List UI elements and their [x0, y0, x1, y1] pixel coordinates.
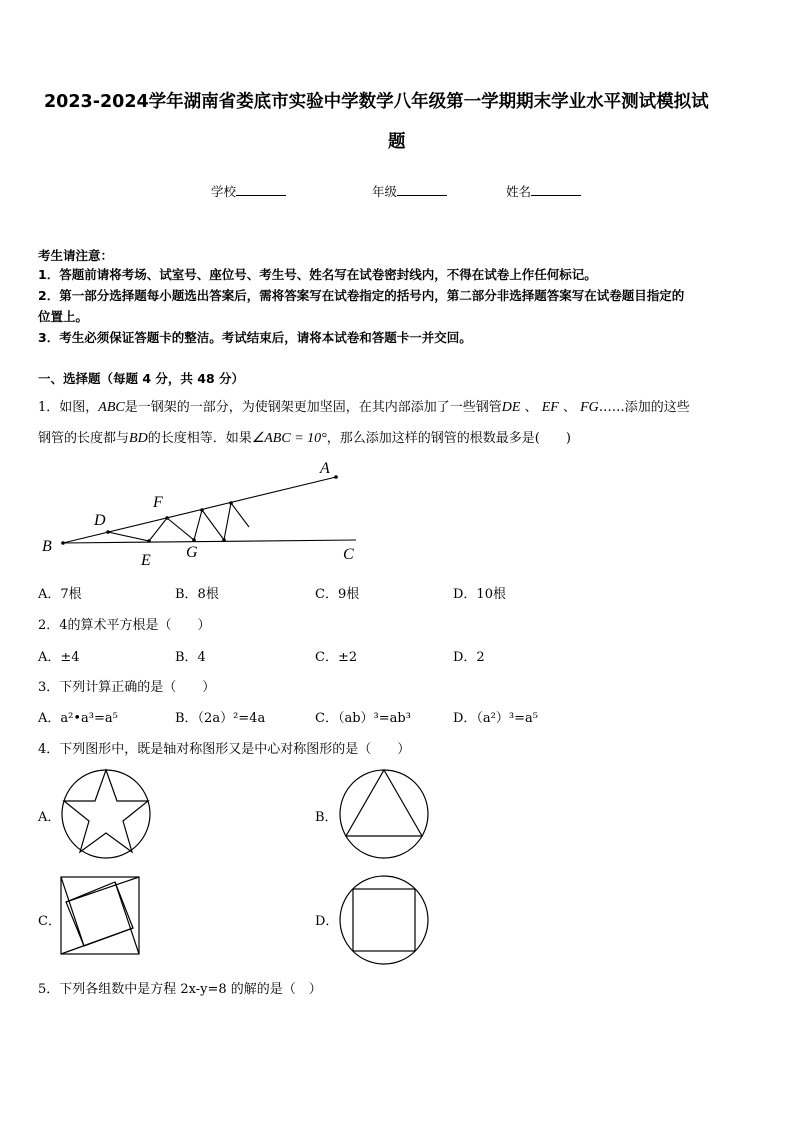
label-g: G	[186, 544, 198, 561]
q1-option-d[interactable]: D．10根	[453, 587, 506, 602]
q1-de: DE	[501, 400, 521, 415]
label-b: B	[42, 538, 52, 555]
q2-option-d[interactable]: D．2	[453, 650, 485, 665]
q1-text: 是一钢架的一部分，为使钢架更加坚固，在其内部添加了一些钢管	[124, 400, 502, 415]
q1-text: ，那么添加这样的钢管的根数最多是( )	[326, 431, 571, 446]
point-a	[334, 475, 338, 479]
q1-abc: ABC	[98, 400, 125, 415]
notice-item: 3．考生必须保证答题卡的整洁。考试结束后，请将本试卷和答题卡一并交回。	[38, 330, 472, 345]
grade-blank[interactable]	[397, 183, 447, 196]
question-4: 4．下列图形中，既是轴对称图形又是中心对称图形的是（ ）	[38, 742, 411, 757]
q2-option-a[interactable]: A．±4	[38, 650, 80, 665]
square-pinwheel-figure[interactable]	[60, 876, 142, 956]
q1-text: 的长度相等．如果	[147, 431, 252, 446]
name-blank[interactable]	[531, 183, 581, 196]
notice-heading: 考生请注意：	[38, 248, 114, 263]
page-title: 2023-2024学年湖南省娄底市实验中学数学八年级第一学期期末学业水平测试模拟试	[44, 92, 709, 112]
point	[222, 538, 226, 542]
label-d: D	[94, 512, 106, 529]
school-field[interactable]	[211, 182, 286, 200]
q4-option-c-label[interactable]: C．	[38, 914, 61, 929]
q1-text: 1．如图，	[38, 400, 99, 415]
school-blank[interactable]	[236, 183, 286, 196]
section-heading: 一、选择题（每题 4 分，共 48 分）	[38, 371, 245, 386]
q3-option-d[interactable]: D．（a²）³=a⁵	[453, 711, 538, 726]
point-b	[61, 541, 65, 545]
label-a: A	[320, 460, 330, 477]
notice-item: 1．答题前请将考场、试室号、座位号、考生号、姓名写在试卷密封线内，不得在试卷上作任何标记。	[38, 267, 597, 282]
q1-figure	[30, 455, 370, 570]
grade-field[interactable]	[372, 182, 447, 200]
q3-option-b[interactable]: B．（2a）²=4a	[175, 711, 266, 726]
q1-sep: 、	[562, 400, 576, 415]
notice-item: 2．第一部分选择题每小题选出答案后，需将答案写在试卷指定的括号内，第二部分非选择题答案写在试卷题目指定的	[38, 288, 685, 303]
name-field[interactable]	[506, 182, 581, 200]
question-3: 3．下列计算正确的是（ ）	[38, 680, 216, 695]
q2-option-c[interactable]: C．±2	[315, 650, 358, 665]
circle-triangle-figure[interactable]	[336, 766, 432, 862]
question-5: 5．下列各组数中是方程 2x-y=8 的解的是（ ）	[38, 982, 322, 997]
ray-ba	[63, 477, 336, 543]
q4-option-d-label[interactable]: D．	[315, 914, 339, 929]
point	[200, 508, 204, 512]
q1-option-a[interactable]: A．7根	[38, 587, 82, 602]
q3-option-c[interactable]: C．（ab）³=ab³	[315, 711, 411, 726]
label-f: F	[153, 494, 163, 511]
page-title-continued: 题	[388, 132, 406, 152]
q2-option-b[interactable]: B．4	[175, 650, 206, 665]
circle-square-figure[interactable]	[336, 872, 432, 968]
q1-text: 钢管的长度都与	[38, 431, 130, 446]
point-g	[192, 538, 196, 542]
q1-fg: FG	[580, 400, 599, 415]
grade-label: 年级	[372, 184, 398, 199]
point-d	[106, 530, 110, 534]
point-f	[165, 516, 169, 520]
q1-option-b[interactable]: B．8根	[175, 587, 219, 602]
q3-option-a[interactable]: A．a²•a³=a⁵	[38, 711, 118, 726]
point-e	[147, 539, 151, 543]
question-1-line-2	[38, 427, 571, 447]
question-1-line-1	[38, 396, 690, 416]
q1-sep: 、	[524, 400, 538, 415]
question-2: 2．4的算术平方根是（ ）	[38, 618, 211, 633]
label-e: E	[141, 552, 151, 569]
circle-star-figure[interactable]	[58, 766, 154, 862]
notice-item: 位置上。	[38, 309, 89, 324]
point	[229, 501, 233, 505]
ray-bc	[63, 540, 356, 543]
q1-option-c[interactable]: C．9根	[315, 587, 360, 602]
school-label: 学校	[211, 184, 237, 199]
q1-bd: BD	[129, 431, 148, 446]
q4-option-b-label[interactable]: B．	[315, 810, 338, 825]
steel-tubes	[108, 503, 249, 541]
q1-text: ……添加的这些	[598, 400, 690, 415]
q4-option-a-label[interactable]: A．	[38, 810, 61, 825]
q1-angle: ∠ABC = 10°	[251, 431, 327, 446]
name-label: 姓名	[506, 184, 532, 199]
label-c: C	[343, 546, 354, 563]
q1-ef: EF	[541, 400, 559, 415]
